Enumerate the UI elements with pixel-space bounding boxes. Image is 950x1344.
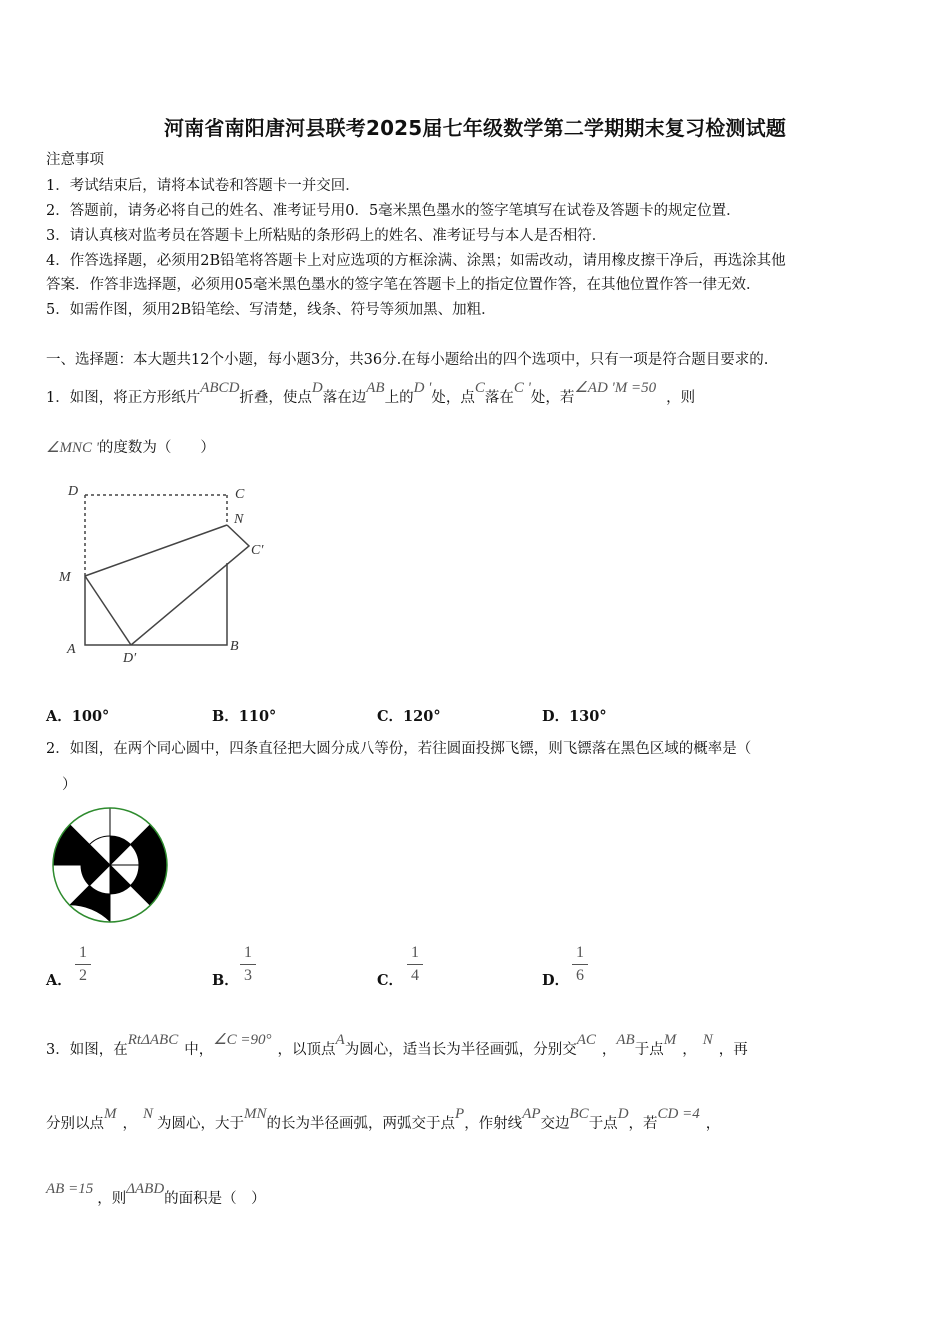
concentric-circles-figure bbox=[50, 806, 170, 924]
q2-option-c[interactable]: C． bbox=[377, 972, 404, 989]
q1-option-a[interactable]: A．100° bbox=[46, 708, 110, 725]
q1-option-d[interactable]: D．130° bbox=[542, 708, 607, 725]
note-item: 2．答题前，请务必将自己的姓名、准考证号用0．5毫米黑色墨水的签字笔填写在试卷及答题卡的规定位置． bbox=[46, 203, 741, 219]
label-m: M bbox=[59, 570, 71, 585]
fraction-quarter: 1 4 bbox=[407, 944, 423, 985]
question-3-line-2: 分别以点M，N为圆心，大于MN的长为半径画弧，两弧交于点P，作射线AP交边BC于点D，若CD =4， bbox=[46, 1106, 721, 1132]
q1-option-b[interactable]: B．110° bbox=[212, 708, 277, 725]
question-2-text: 2．如图，在两个同心圆中，四条直径把大圆分成八等份，若往圆面投掷飞镖，则飞镖落在黑色区域的概率是（ bbox=[46, 741, 752, 757]
fraction-sixth: 1 6 bbox=[572, 944, 588, 985]
label-d: D bbox=[68, 484, 79, 499]
note-item: 3．请认真核对监考员在答题卡上所粘贴的条形码上的姓名、准考证号与本人是否相符． bbox=[46, 228, 607, 244]
fraction-third: 1 3 bbox=[240, 944, 256, 985]
note-item: 答案．作答非选择题，必须用05毫米黑色墨水的签字笔在答题卡上的指定位置作答，在其他位置作答一律无效． bbox=[46, 277, 761, 293]
note-item: 1．考试结束后，请将本试卷和答题卡一并交回． bbox=[46, 178, 360, 194]
q2-option-d[interactable]: D． bbox=[542, 972, 570, 989]
label-c-prime: C′ bbox=[251, 543, 264, 558]
folded-edge-dcn bbox=[131, 525, 249, 645]
question-3-line-1: 3．如图，在RtΔABC中，∠C =90°，以顶点A为圆心，适当长为半径画弧，分别交AC，AB于点M，N，再 bbox=[46, 1032, 748, 1058]
label-b: B bbox=[230, 639, 239, 654]
folded-square-figure bbox=[55, 478, 285, 668]
section-heading: 一、选择题：本大题共12个小题，每小题3分，共36分.在每小题给出的四个选项中，只有一项是符合题目要求的. bbox=[46, 352, 769, 368]
folded-edge-md bbox=[85, 576, 131, 645]
q2-option-b[interactable]: B． bbox=[212, 972, 239, 989]
page-title: 河南省南阳唐河县联考2025届七年级数学第二学期期末复习检测试题 bbox=[163, 116, 787, 140]
label-n: N bbox=[234, 512, 244, 527]
q2-option-a[interactable]: A． bbox=[46, 972, 72, 989]
question-1-line-2: ∠MNC '的度数为（ ） bbox=[46, 440, 215, 456]
fraction-half: 1 2 bbox=[75, 944, 91, 985]
question-1-line-1: 1．如图，将正方形纸片ABCD折叠，使点D落在边AB上的D '处，点C落在C '处，若∠AD 'M =50，则 bbox=[46, 380, 696, 406]
question-3-line-3: AB =15，则ΔABD的面积是（ ） bbox=[46, 1181, 266, 1207]
notes-heading: 注意事项 bbox=[46, 152, 104, 168]
label-a: A bbox=[67, 642, 76, 657]
label-c: C bbox=[235, 487, 245, 502]
note-item: 4．作答选择题，必须用2B铅笔将答题卡上对应选项的方框涂满、涂黑；如需改动，请用橡皮擦干净后，再选涂其他 bbox=[46, 253, 786, 269]
label-d-prime: D′ bbox=[123, 651, 137, 666]
q1-option-c[interactable]: C．120° bbox=[377, 708, 441, 725]
question-2-close: ） bbox=[62, 777, 77, 793]
fold-line-mn bbox=[85, 525, 227, 576]
square-lower-edges bbox=[85, 563, 227, 645]
note-item: 5．如需作图，须用2B铅笔绘、写清楚，线条、符号等须加黑、加粗． bbox=[46, 302, 496, 318]
